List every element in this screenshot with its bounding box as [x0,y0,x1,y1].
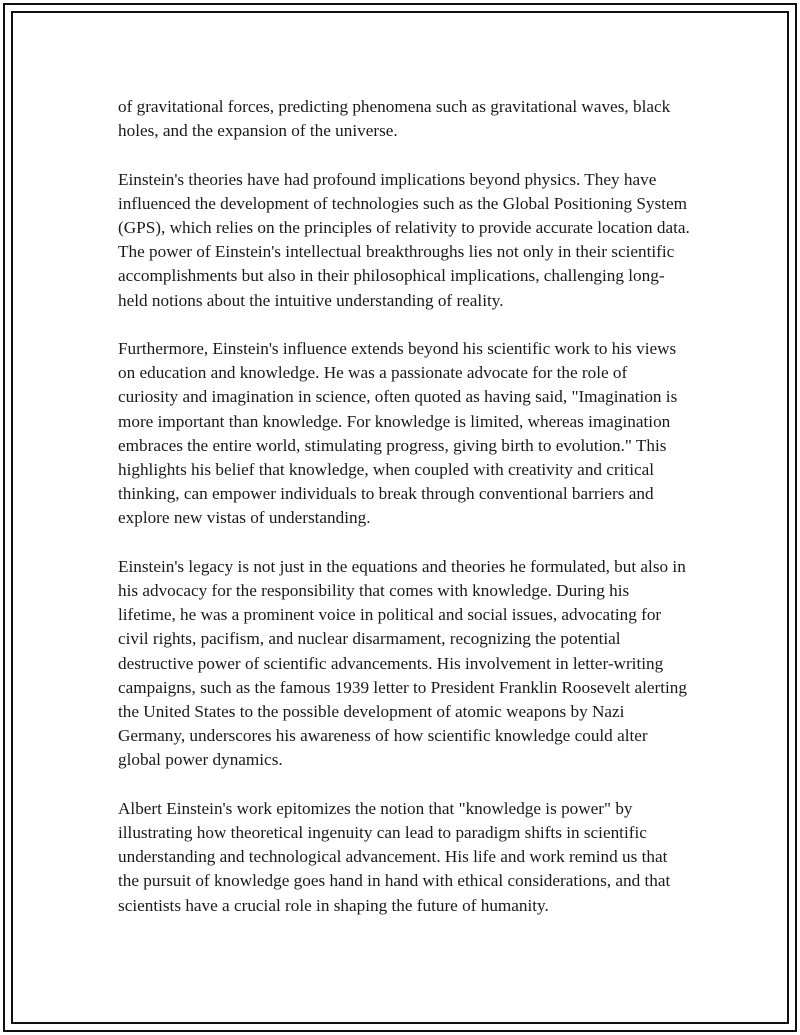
paragraph-implications-beyond-physics: Einstein's theories have had profound implications beyond physics. They have influenced the development of technologies such as the Global Positioning System (GPS), which relies on the principles of relativity to provide accurate location data. The power of Einstein's intellectual breakthroughs lies not only in their scientific accomplishments but also in their philosophical implications, challenging long-held notions about the intuitive understanding of reality. [118,169,690,310]
paragraph-knowledge-is-power: Albert Einstein's work epitomizes the notion that "knowledge is power" by illustrating how theoretical ingenuity can lead to paradigm shifts in scientific understanding and technological advancement. His life and work remind us that the pursuit of knowledge goes hand in hand with ethical considerations, and that scientists have a crucial role in shaping the future of humanity. [118,798,671,915]
document-body [118,95,690,942]
paragraph-education-and-knowledge: Furthermore, Einstein's influence extends beyond his scientific work to his views on education and knowledge. He was a passionate advocate for the role of curiosity and imagination in science, often quoted as having said, "Imagination is more important than knowledge. For knowledge is limited, whereas imagination embraces the entire world, stimulating progress, giving birth to evolution." This highlights his belief that knowledge, when coupled with creativity and critical thinking, can empower individuals to break through conventional barriers and explore new vistas of understanding. [118,339,678,528]
paragraph-gravitational-forces: of gravitational forces, predicting phenomena such as gravitational waves, black holes, and the expansion of the universe. [118,97,671,141]
paragraph-legacy-and-responsibility: Einstein's legacy is not just in the equations and theories he formulated, but also in his advocacy for the responsibility that comes with knowledge. During his lifetime, he was a prominent voice in political and social issues, advocating for civil rights, pacifism, and nuclear disarmament, recognizing the potential destructive power of scientific advancements. His involvement in letter-writing campaigns, such as the famous 1939 letter to President Franklin Roosevelt alerting the United States to the possible development of atomic weapons by Nazi Germany, underscores his awareness of how scientific knowledge could alter global power dynamics. [118,556,687,770]
